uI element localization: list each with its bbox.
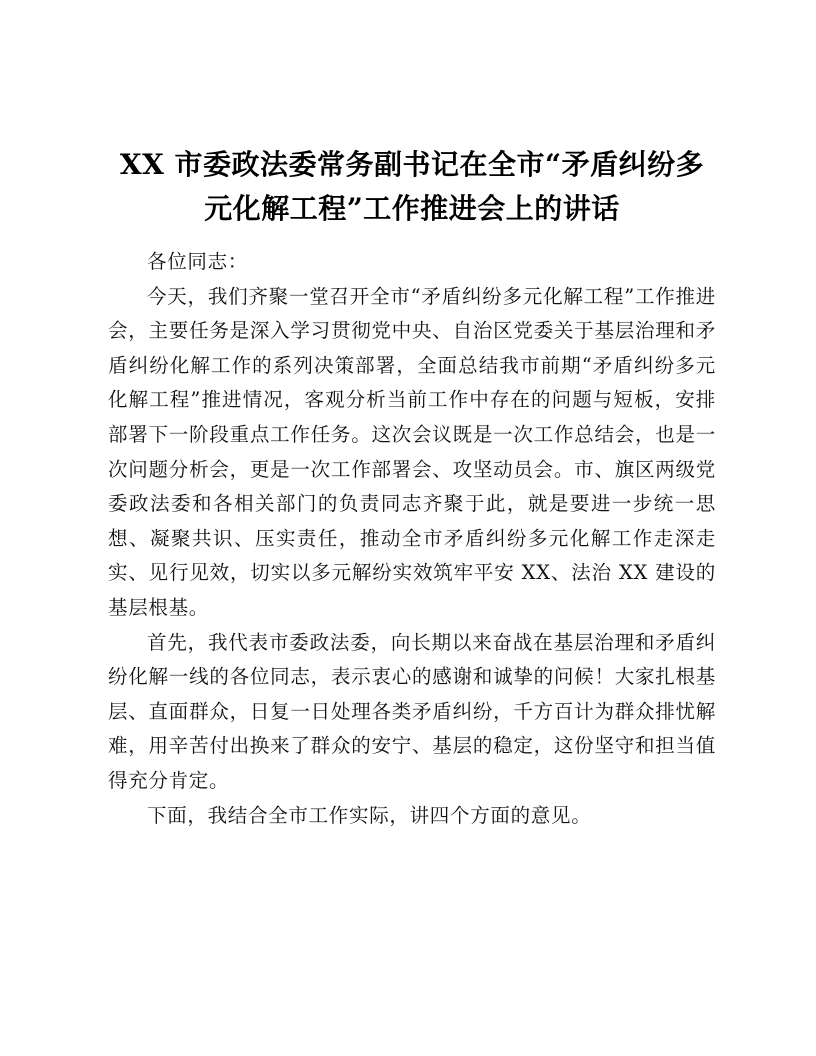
paragraph-opening: 今天，我们齐聚一堂召开全市“矛盾纠纷多元化解工程”工作推进会，主要任务是深入学习贯彻党中央、自治区党委关于基层治理和矛盾纠纷化解工作的系列决策部署，全面总结我市前期“矛盾纠纷多元化解工程”推进情况，客观分析当前工作中存在的问题与短板，安排部署下一阶段重点工作任务。这次会议既是一次工作总结会，也是一次问题分析会，更是一次工作部署会、攻坚动员会。市、旗区两级党委政法委和各相关部门的负责同志齐聚于此，就是要进一步统一思想、凝聚共识、压实责任，推动全市矛盾纠纷多元化解工作走深走实、见行见效，切实以多元解纷实效筑牢平安 XX、法治 XX 建设的基层根基。: [108, 284, 716, 619]
paragraph-outline: 下面，我结合全市工作实际，讲四个方面的意见。: [147, 803, 592, 827]
salutation: 各位同志：: [147, 250, 249, 273]
document-title: XX 市委政法委常务副书记在全市“矛盾纠纷多元化解工程”工作推进会上的讲话: [119, 148, 705, 225]
document-body: [108, 245, 716, 833]
paragraph-thanks: 首先，我代表市委政法委，向长期以来奋战在基层治理和矛盾纠纷化解一线的各位同志，表示衷心的感谢和诚挚的问候！大家扎根基层、直面群众，日复一日处理各类矛盾纠纷，千方百计为群众排忧解难，用辛苦付出换来了群众的安宁、基层的稳定，这份坚守和担当值得充分肯定。: [108, 630, 716, 792]
document-page: [108, 143, 716, 833]
